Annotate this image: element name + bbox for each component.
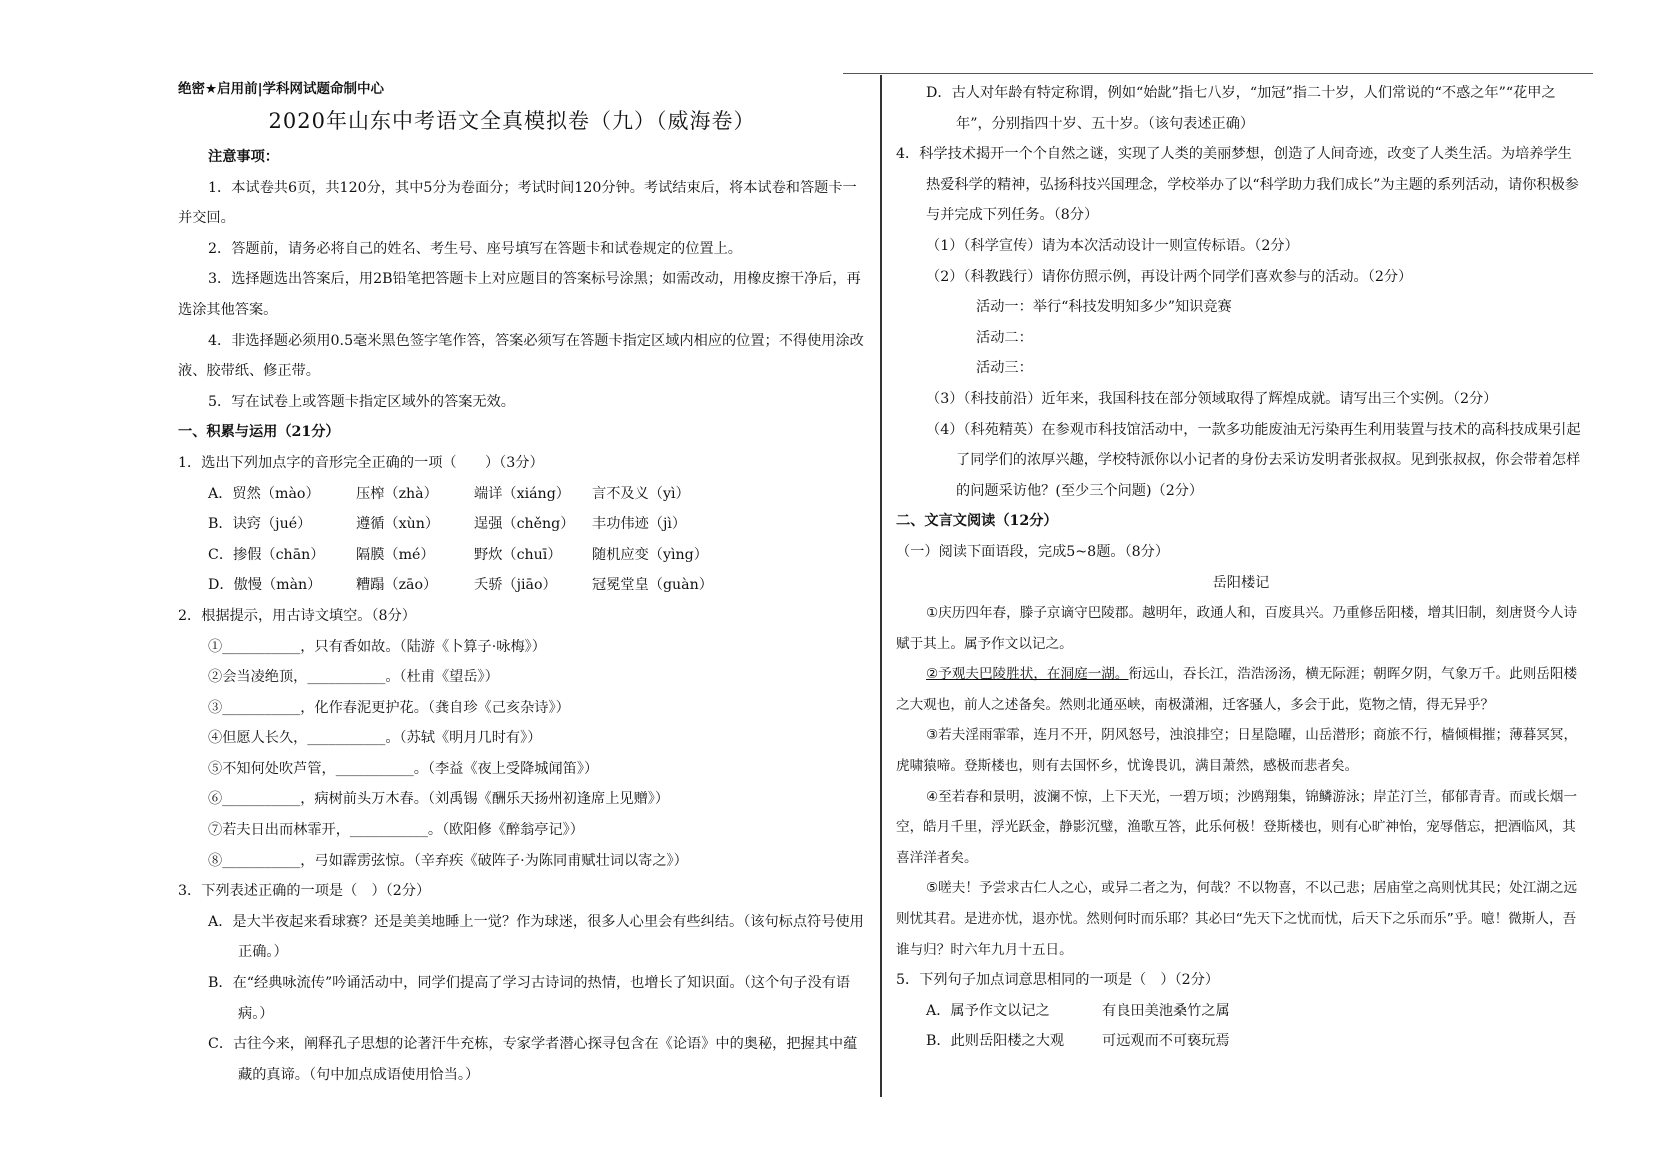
- column-divider: [880, 75, 882, 1097]
- left-column: [178, 78, 866, 1090]
- passage-paragraph: ⑤嗟夫！予尝求古仁人之心，或异二者之为，何哉？不以物喜，不以己悲；居庙堂之高则忧其民；处江湖之远则忧其君。是进亦忧，退亦忧。然则何时而乐耶？其必曰“先天下之忧而忧，后天下之乐而乐”乎。噫！微斯人，吾谁与归？时六年九月十五日。: [896, 880, 1578, 958]
- fill-blank-line: ①___________，只有香如故。（陆游《卜算子·咏梅》）: [208, 638, 546, 655]
- option-right: 可远观而不可亵玩焉: [1102, 1033, 1230, 1050]
- option-row: [178, 570, 866, 601]
- option-cell: 端详（xiáng）: [474, 485, 570, 502]
- fill-blank-line: ②会当凌绝顶，___________。（杜甫《望岳》）: [208, 669, 499, 686]
- option-pair: [896, 1026, 1586, 1057]
- question-stem: 2．根据提示，用古诗文填空。（8分）: [178, 607, 416, 624]
- option-cell: 随机应变（yìng）: [592, 546, 708, 563]
- option-cell: 丰功伟迹（jì）: [592, 516, 687, 533]
- fill-blank-line: ⑥___________，病树前头万木春。（刘禹锡《酬乐天扬州初逢席上见赠》）: [208, 791, 670, 808]
- passage-paragraph: ①庆历四年春，滕子京谪守巴陵郡。越明年，政通人和，百废具兴。乃重修岳阳楼，增其旧制，刻唐贤今人诗赋于其上。属予作文以记之。: [896, 605, 1578, 652]
- activity-item: 活动三：: [976, 360, 1033, 377]
- option-row: [178, 509, 866, 540]
- passage-paragraph: ③若夫淫雨霏霏，连月不开，阴风怒号，浊浪排空；日星隐曜，山岳潜形；商旅不行，樯倾楫摧；薄暮冥冥，虎啸猿啼。登斯楼也，则有去国怀乡，忧谗畏讥，满目萧然，感极而悲者矣。: [896, 727, 1578, 775]
- option-cell: 冠冕堂皇（guàn）: [592, 577, 713, 594]
- task-item: （4）（科苑精英）在参观市科技馆活动中，一款多功能废油无污染再生利用装置与技术的高科技成果引起了同学们的浓厚兴趣，学校特派你以小记者的身份去采访发明者张叔叔。见到张叔叔，你会带着怎样的问题采访他？(至少三个问题)（2分）: [926, 421, 1581, 499]
- passage-title: 岳阳楼记: [1212, 574, 1270, 591]
- task-item: （2）（科教践行）请你仿照示例，再设计两个同学们喜欢参与的活动。（2分）: [926, 268, 1413, 285]
- question-stem: 1．选出下列加点字的音形完全正确的一项（ ）（3分）: [178, 454, 544, 471]
- option-cell: B．诀窍（jué）: [208, 516, 312, 533]
- fill-blank-line: ⑦若夫日出而林霏开，___________。（欧阳修《醉翁亭记》）: [208, 822, 584, 839]
- fill-blank-line: ③___________，化作春泥更护花。（龚自珍《己亥杂诗》）: [208, 699, 570, 716]
- option-cell: 遵循（xùn）: [356, 516, 440, 533]
- notice-item: 2．答题前，请务必将自己的姓名、考生号、座号填写在答题卡和试卷规定的位置上。: [208, 240, 742, 257]
- option-right: 有良田美池桑竹之属: [1102, 1002, 1230, 1019]
- option-cell: 糟蹋（zāo）: [356, 577, 438, 594]
- underlined-sentence: ②予观夫巴陵胜状，在洞庭一湖。: [926, 666, 1129, 683]
- choice-option: B．在“经典咏流传”吟诵活动中，同学们提高了学习古诗词的热情，也增长了知识面。（这个句子没有语病。）: [208, 975, 851, 1022]
- reading-intro: （一）阅读下面语段，完成5~8题。（8分）: [896, 543, 1170, 560]
- notice-item: 1．本试卷共6页，共120分，其中5分为卷面分；考试时间120分钟。考试结束后，将本试卷和答题卡一并交回。: [178, 179, 857, 227]
- option-row: [178, 540, 866, 571]
- option-pair: [896, 996, 1586, 1027]
- option-left: A．属予作文以记之: [926, 1002, 1050, 1019]
- passage-paragraph: ④至若春和景明，波澜不惊，上下天光，一碧万顷；沙鸥翔集，锦鳞游泳；岸芷汀兰，郁郁青青。而或长烟一空，皓月千里，浮光跃金，静影沉璧，渔歌互答，此乐何极！登斯楼也，则有心旷神怡，宠辱偕忘，把酒临风，其喜洋洋者矣。: [896, 788, 1578, 866]
- question-stem: 4．科学技术揭开一个个自然之谜，实现了人类的美丽梦想，创造了人间奇迹，改变了人类生活。为培养学生热爱科学的精神，弘扬科技兴国理念，学校举办了以“科学助力我们成长”为主题的系列活动，请你积极参与并完成下列任务。（8分）: [896, 146, 1579, 224]
- activity-item: 活动一：举行“科技发明知多少”知识竞赛: [976, 299, 1232, 316]
- option-left: B．此则岳阳楼之大观: [926, 1033, 1065, 1050]
- notice-item: 5．写在试卷上或答题卡指定区域外的答案无效。: [208, 393, 515, 410]
- choice-option: A．是大半夜起来看球赛？还是美美地睡上一觉？作为球迷，很多人心里会有些纠结。（该句标点符号使用正确。）: [208, 913, 864, 961]
- task-item: （3）（科技前沿）近年来，我国科技在部分领域取得了辉煌成就。请写出三个实例。（2分）: [926, 390, 1498, 407]
- passage-paragraph: [896, 659, 1586, 720]
- passage-text: 衔远山，吞长江，浩浩汤汤，横无际涯；朝晖夕阴，气象万千。此则岳阳楼之大观也，前人之述备矣。然则北通巫峡，南极潇湘，迁客骚人，多会于此，览物之情，得无异乎？: [896, 666, 1578, 713]
- option-cell: C．掺假（chān）: [208, 546, 325, 563]
- top-rule: [843, 73, 1593, 74]
- option-cell: 逞强（chěng）: [474, 516, 575, 533]
- fill-blank-line: ④但愿人长久，___________。（苏轼《明月几时有》）: [208, 730, 542, 747]
- fill-blank-line: ⑧___________，弓如霹雳弦惊。（辛弃疾《破阵子·为陈同甫赋壮词以寄之》）: [208, 852, 688, 869]
- section-heading: 一、积累与运用（21分）: [178, 424, 340, 441]
- page-title: 2020年山东中考语文全真模拟卷（九）（威海卷）: [268, 109, 756, 133]
- activity-item: 活动二：: [976, 329, 1033, 346]
- fill-blank-line: ⑤不知何处吹芦管，___________。（李益《夜上受降城闻笛》）: [208, 760, 599, 777]
- option-cell: D．傲慢（màn）: [208, 577, 322, 594]
- section-heading: 二、文言文阅读（12分）: [896, 513, 1058, 530]
- right-column: [896, 78, 1586, 1057]
- question-stem: 3．下列表述正确的一项是（ ）（2分）: [178, 883, 431, 900]
- notice-item: 4．非选择题必须用0.5毫米黑色签字笔作答，答案必须写在答题卡指定区域内相应的位置；不得使用涂改液、胶带纸、修正带。: [178, 332, 864, 380]
- option-cell: 隔膜（mé）: [356, 546, 435, 563]
- option-cell: 言不及义（yì）: [592, 485, 690, 502]
- option-cell: 野炊（chuī）: [474, 546, 562, 563]
- option-cell: 夭骄（jiāo）: [474, 577, 557, 594]
- option-cell: 压榨（zhà）: [356, 485, 438, 502]
- task-item: （1）（科学宣传）请为本次活动设计一则宣传标语。（2分）: [926, 237, 1299, 254]
- brand-header: 绝密★启用前|学科网试题命制中心: [178, 81, 385, 97]
- notice-item: 3．选择题选出答案后，用2B铅笔把答题卡上对应题目的答案标号涂黑；如需改动，用橡皮擦干净后，再选涂其他答案。: [178, 271, 861, 318]
- question-stem: 5．下列句子加点词意思相同的一项是（ ）（2分）: [896, 972, 1220, 989]
- option-cell: A．贸然（mào）: [208, 485, 320, 502]
- choice-option: C．古往今来，阐释孔子思想的论著汗牛充栋，专家学者潜心探寻包含在《论语》中的奥秘，把握其中蕴藏的真谛。（句中加点成语使用恰当。）: [208, 1036, 858, 1083]
- notice-heading: 注意事项：: [208, 149, 279, 165]
- choice-option: D．古人对年龄有特定称谓，例如“始龀”指七八岁，“加冠”指二十岁，人们常说的“不惑之年”“花甲之年”，分别指四十岁、五十岁。（该句表述正确）: [926, 85, 1556, 132]
- option-row: [178, 479, 866, 510]
